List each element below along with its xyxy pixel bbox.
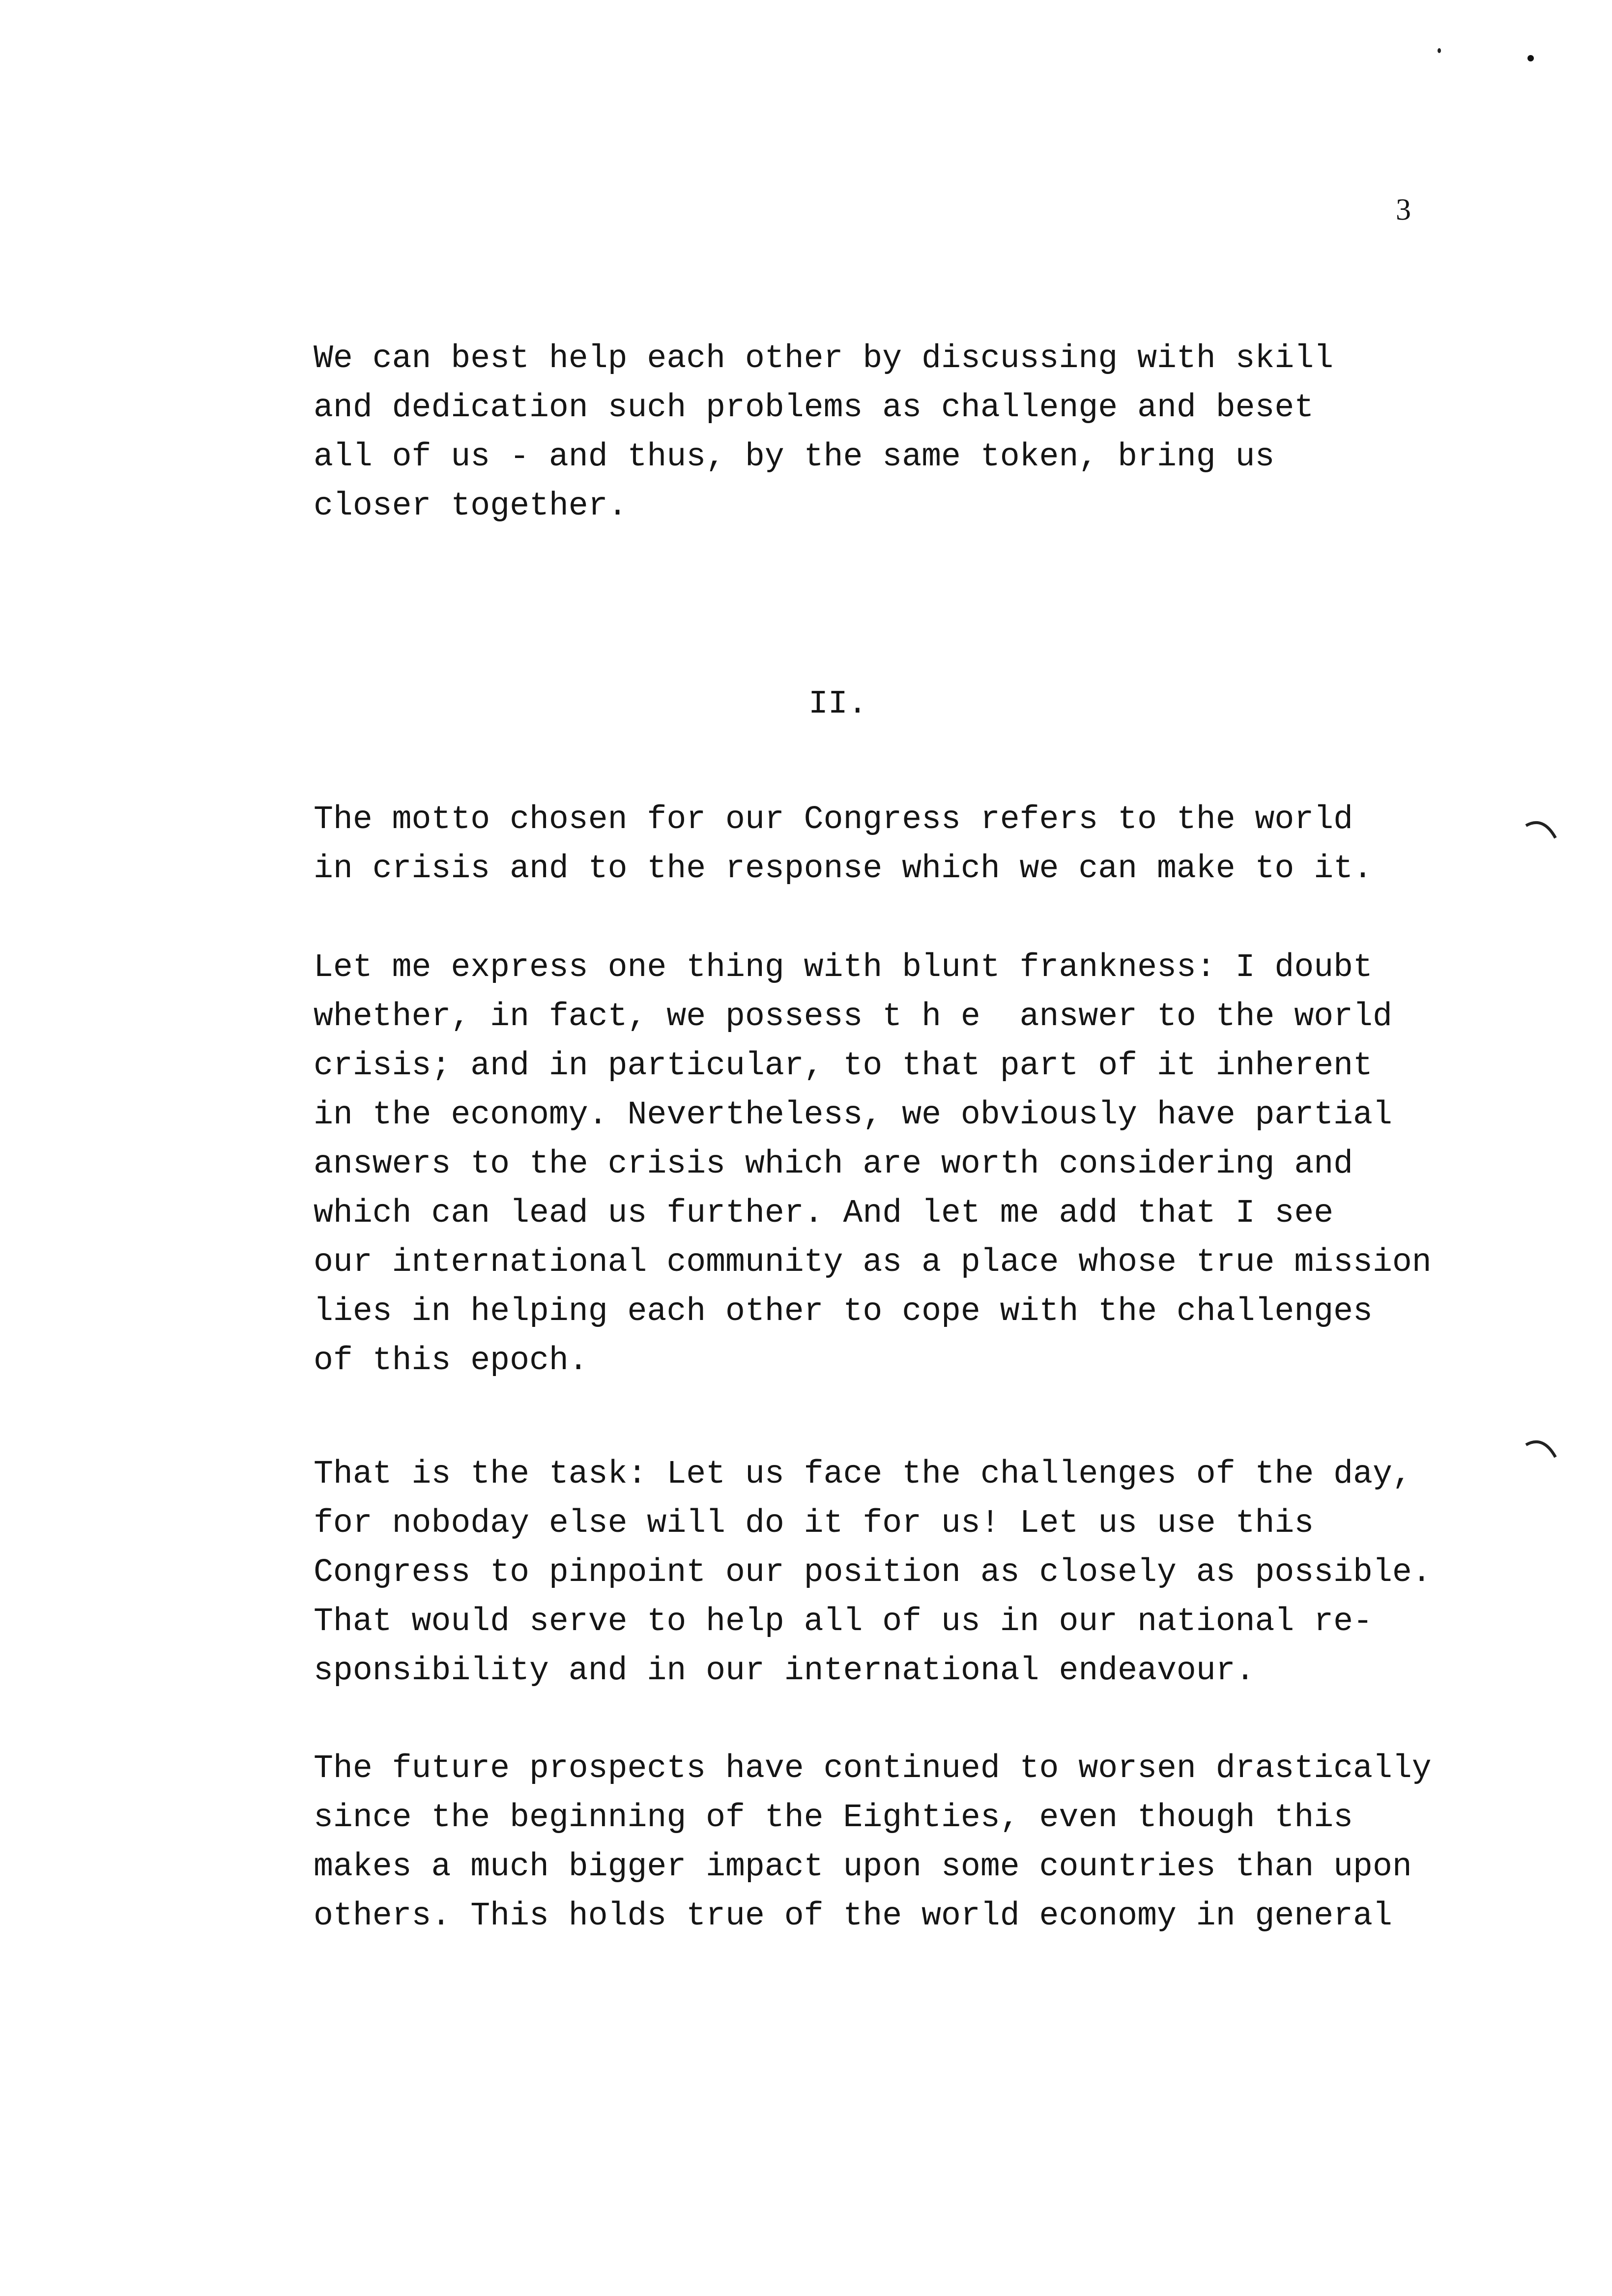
text-line: of this epoch.	[314, 1342, 588, 1379]
text-line: all of us - and thus, by the same token, bring us	[314, 438, 1275, 475]
text-line: since the beginning of the Eighties, even though this	[314, 1799, 1353, 1836]
text-line: our international community as a place whose true mission	[314, 1244, 1432, 1281]
text-line: makes a much bigger impact upon some countries than upon	[314, 1848, 1412, 1885]
margin-bracket-mark	[1524, 816, 1563, 845]
paragraph-5	[314, 1744, 1432, 1941]
text-line: sponsibility and in our international endeavour.	[314, 1652, 1255, 1689]
text-line: lies in helping each other to cope with the challenges	[314, 1293, 1373, 1330]
page-number: 3	[1396, 193, 1411, 227]
text-line: closer together.	[314, 488, 628, 524]
scan-mark-dot	[1438, 48, 1441, 53]
paragraph-3	[314, 943, 1432, 1385]
text-line: and dedication such problems as challenge and beset	[314, 389, 1314, 426]
margin-bracket-mark	[1524, 1435, 1563, 1464]
text-line: for noboday else will do it for us! Let us use this	[314, 1505, 1314, 1542]
text-line: whether, in fact, we possess t h e answer to the world	[314, 998, 1392, 1035]
text-line: answers to the crisis which are worth considering and	[314, 1146, 1353, 1182]
text-line: The motto chosen for our Congress refers to the world	[314, 801, 1353, 838]
paragraph-4	[314, 1450, 1432, 1695]
text-line: That is the task: Let us face the challenges of the day,	[314, 1456, 1412, 1492]
text-line: crisis; and in particular, to that part of it inherent	[314, 1047, 1373, 1084]
text-line: Let me express one thing with blunt frankness: I doubt	[314, 949, 1373, 986]
section-heading: II.	[808, 686, 867, 722]
text-line: in crisis and to the response which we can make to it.	[314, 850, 1373, 887]
text-line: That would serve to help all of us in our national re-	[314, 1603, 1373, 1640]
text-line: We can best help each other by discussing with skill	[314, 340, 1334, 377]
paragraph-1	[314, 334, 1333, 531]
text-line: The future prospects have continued to worsen drastically	[314, 1750, 1432, 1787]
text-line: Congress to pinpoint our position as closely as possible.	[314, 1554, 1432, 1591]
paragraph-2	[314, 795, 1373, 893]
text-line: which can lead us further. And let me add that I see	[314, 1195, 1334, 1232]
scan-mark-dot	[1527, 55, 1534, 61]
text-line: others. This holds true of the world economy in general	[314, 1897, 1392, 1934]
text-line: in the economy. Nevertheless, we obviously have partial	[314, 1096, 1392, 1133]
